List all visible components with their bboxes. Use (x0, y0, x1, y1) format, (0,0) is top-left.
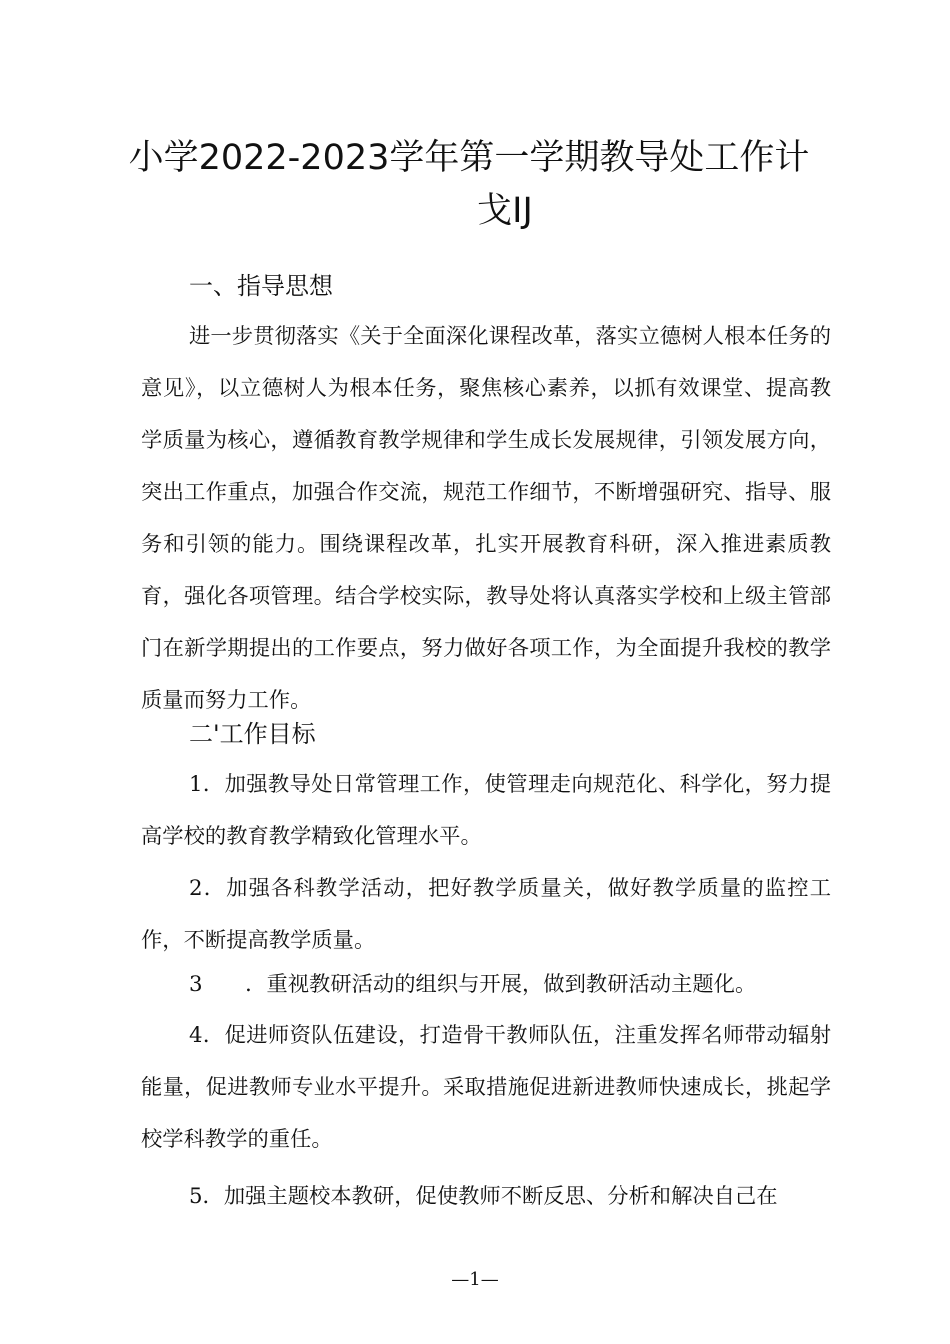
goal-item-3: 3 ．重视教研活动的组织与开展，做到教研活动主题化。 (189, 972, 757, 997)
goal-item-4: 4．促进师资队伍建设，打造骨干教师队伍，注重发挥名师带动辐射能量，促进教师专业水平提升。采取措施促进新进教师快速成长，挑起学校学科教学的重任。 (141, 1023, 831, 1152)
goal-item-2: 2．加强各科教学活动，把好教学质量关，做好教学质量的监控工作，不断提高教学质量。 (141, 876, 831, 953)
page-number: —1— (451, 1269, 499, 1290)
goal-item-5: 5．加强主题校本教研，促使教师不断反思、分析和解决自己在 (189, 1184, 778, 1209)
section-paragraph-guiding-ideology: 进一步贯彻落实《关于全面深化课程改革，落实立德树人根本任务的意见》，以立德树人为根本任务，聚焦核心素养，以抓有效课堂、提高教学质量为核心，遵循教育教学规律和学生成长发展规律，引领发展方向，突出工作重点，加强合作交流，规范工作细节，不断增强研究、指导、服务和引领的能力。围绕课程改革，扎实开展教育科研，深入推进素质教育，强化各项管理。结合学校实际，教导处将认真落实学校和上级主管部门在新学期提出的工作要点，努力做好各项工作，为全面提升我校的教学质量而努力工作。 (141, 324, 831, 713)
section-heading-work-goals: 二'工作目标 (189, 720, 316, 748)
section-heading-guiding-ideology: 一、指导思想 (189, 272, 333, 300)
document-title-line2: 戈IJ (477, 191, 533, 231)
goal-item-1: 1．加强教导处日常管理工作，使管理走向规范化、科学化，努力提高学校的教育教学精致化管理水平。 (141, 772, 831, 849)
document-title-line1: 小学2022-2023学年第一学期教导处工作计 (128, 138, 810, 178)
